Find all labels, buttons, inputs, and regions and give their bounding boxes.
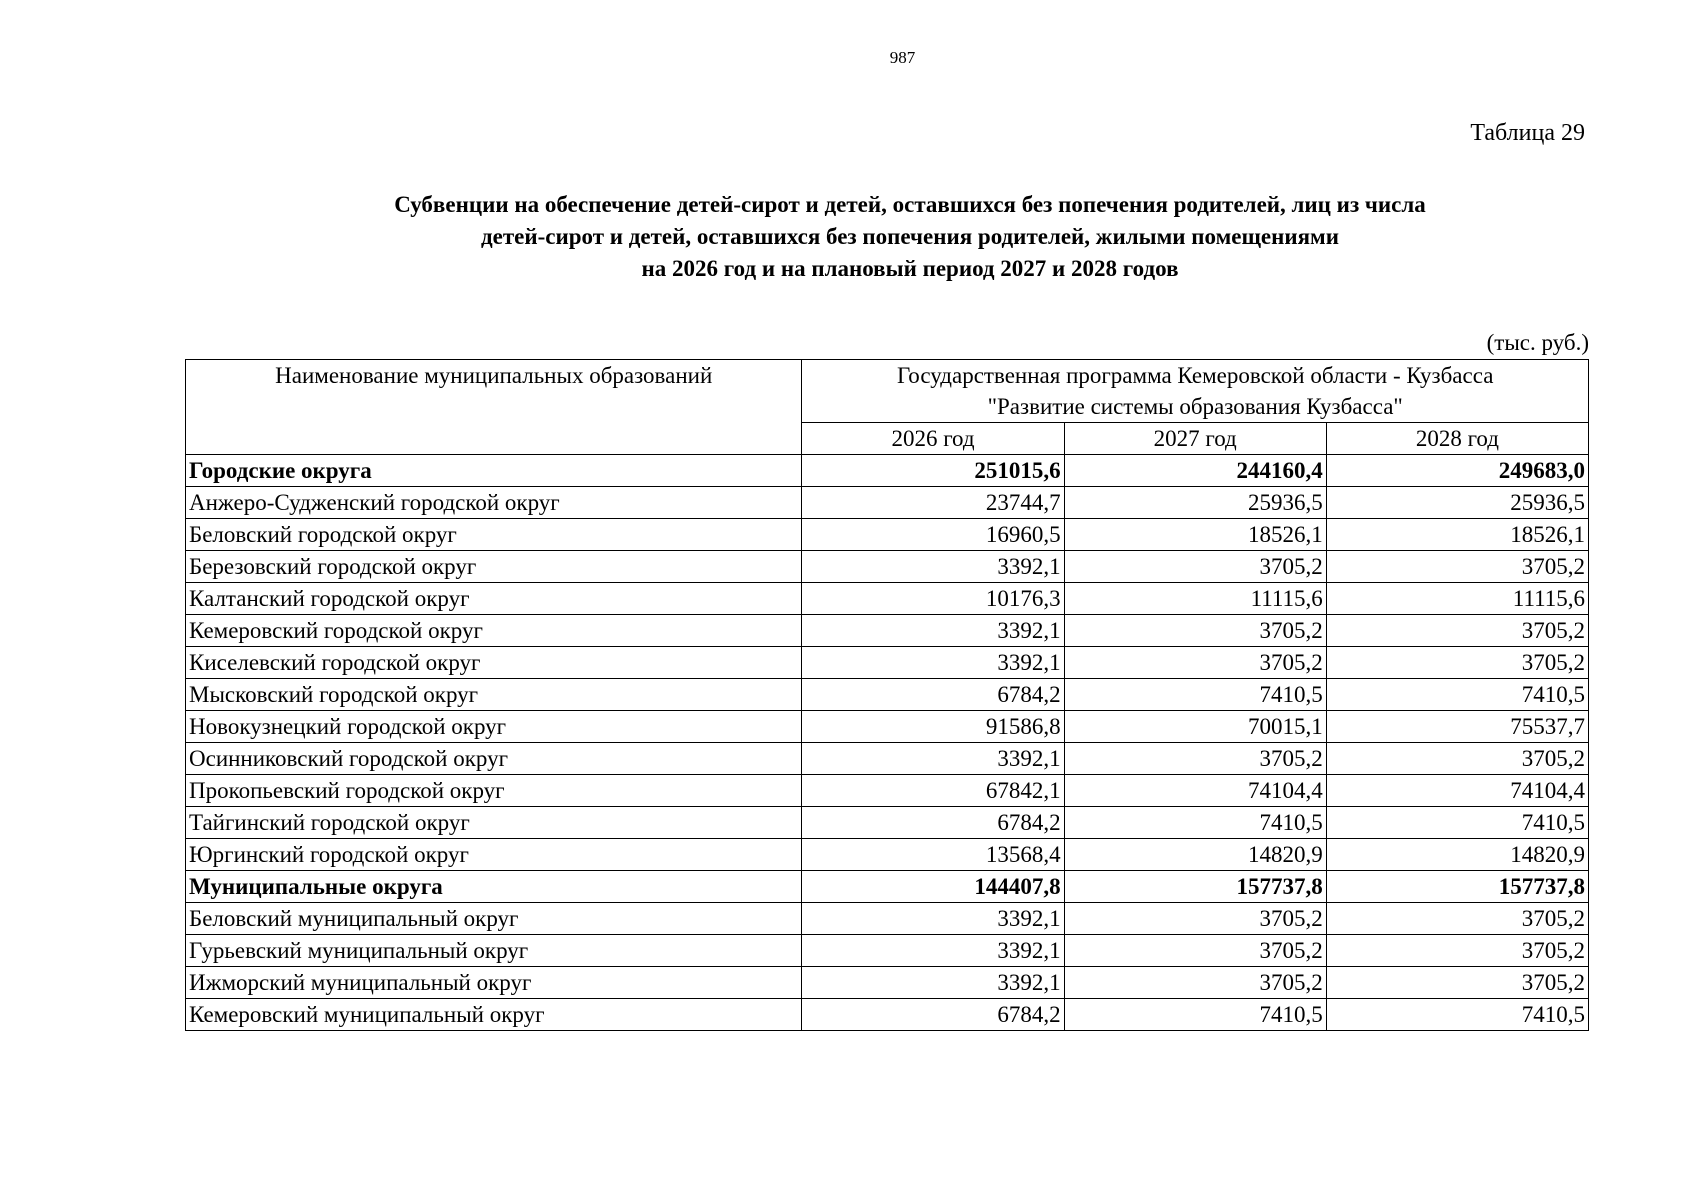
row-name-cell: Тайгинский городской округ <box>186 807 802 839</box>
row-name-cell: Анжеро-Судженский городской округ <box>186 487 802 519</box>
row-value-2026: 251015,6 <box>802 455 1064 487</box>
table-group-row <box>186 455 1589 487</box>
row-value-2027: 18526,1 <box>1064 519 1326 551</box>
row-name-cell: Березовский городской округ <box>186 551 802 583</box>
row-name-cell: Калтанский городской округ <box>186 583 802 615</box>
row-value-2027: 74104,4 <box>1064 775 1326 807</box>
row-value-2026: 16960,5 <box>802 519 1064 551</box>
table-body <box>186 455 1589 1031</box>
row-value-2028: 157737,8 <box>1326 871 1588 903</box>
table-row <box>186 615 1589 647</box>
row-name-cell: Новокузнецкий городской округ <box>186 711 802 743</box>
program-line: Государственная программа Кемеровской области - Кузбасса <box>897 363 1494 388</box>
header-year-2027: 2027 год <box>1064 423 1326 455</box>
row-value-2026: 6784,2 <box>802 807 1064 839</box>
table-row <box>186 743 1589 775</box>
row-value-2026: 6784,2 <box>802 999 1064 1031</box>
row-value-2026: 3392,1 <box>802 903 1064 935</box>
row-value-2027: 3705,2 <box>1064 615 1326 647</box>
row-value-2026: 3392,1 <box>802 967 1064 999</box>
row-value-2027: 3705,2 <box>1064 903 1326 935</box>
header-program <box>802 360 1589 423</box>
row-name-cell: Мысковский городской округ <box>186 679 802 711</box>
row-value-2026: 144407,8 <box>802 871 1064 903</box>
row-value-2028: 7410,5 <box>1326 807 1588 839</box>
subvention-table <box>185 359 1589 1031</box>
row-value-2028: 7410,5 <box>1326 679 1588 711</box>
row-value-2026: 13568,4 <box>802 839 1064 871</box>
row-value-2027: 7410,5 <box>1064 679 1326 711</box>
row-value-2028: 3705,2 <box>1326 743 1588 775</box>
row-value-2026: 3392,1 <box>802 647 1064 679</box>
row-value-2027: 3705,2 <box>1064 967 1326 999</box>
row-name-cell: Ижморский муниципальный округ <box>186 967 802 999</box>
row-value-2028: 11115,6 <box>1326 583 1588 615</box>
row-value-2027: 7410,5 <box>1064 999 1326 1031</box>
document-title <box>180 189 1640 285</box>
table-header-row <box>186 360 1589 423</box>
row-value-2028: 249683,0 <box>1326 455 1588 487</box>
header-year-2028: 2028 год <box>1326 423 1588 455</box>
row-name-cell: Беловский городской округ <box>186 519 802 551</box>
row-value-2026: 10176,3 <box>802 583 1064 615</box>
row-value-2028: 75537,7 <box>1326 711 1588 743</box>
table-row <box>186 967 1589 999</box>
header-year-2026: 2026 год <box>802 423 1064 455</box>
table-row <box>186 935 1589 967</box>
table-row <box>186 583 1589 615</box>
row-value-2027: 14820,9 <box>1064 839 1326 871</box>
row-name-cell: Кемеровский городской округ <box>186 615 802 647</box>
row-value-2027: 244160,4 <box>1064 455 1326 487</box>
row-value-2028: 14820,9 <box>1326 839 1588 871</box>
row-value-2026: 67842,1 <box>802 775 1064 807</box>
row-value-2026: 3392,1 <box>802 935 1064 967</box>
row-name-cell: Беловский муниципальный округ <box>186 903 802 935</box>
row-name-cell: Кемеровский муниципальный округ <box>186 999 802 1031</box>
table-row <box>186 519 1589 551</box>
row-value-2026: 3392,1 <box>802 615 1064 647</box>
row-name-cell: Гурьевский муниципальный округ <box>186 935 802 967</box>
row-value-2027: 11115,6 <box>1064 583 1326 615</box>
table-row <box>186 807 1589 839</box>
row-name-cell: Муниципальные округа <box>186 871 802 903</box>
row-value-2028: 3705,2 <box>1326 935 1588 967</box>
program-line: "Развитие системы образования Кузбасса" <box>987 394 1403 419</box>
row-value-2028: 3705,2 <box>1326 967 1588 999</box>
header-municipality: Наименование муниципальных образований <box>186 360 802 455</box>
table-row <box>186 647 1589 679</box>
row-value-2028: 7410,5 <box>1326 999 1588 1031</box>
row-value-2028: 74104,4 <box>1326 775 1588 807</box>
row-value-2028: 3705,2 <box>1326 647 1588 679</box>
row-value-2026: 91586,8 <box>802 711 1064 743</box>
table-row <box>186 775 1589 807</box>
row-name-cell: Осинниковский городской округ <box>186 743 802 775</box>
table-group-row <box>186 871 1589 903</box>
row-value-2026: 6784,2 <box>802 679 1064 711</box>
row-value-2027: 25936,5 <box>1064 487 1326 519</box>
row-value-2027: 3705,2 <box>1064 551 1326 583</box>
title-line: детей-сирот и детей, оставшихся без попечения родителей, жилыми помещениями <box>481 224 1339 249</box>
page-number: 987 <box>889 48 916 67</box>
row-value-2028: 3705,2 <box>1326 903 1588 935</box>
table-row <box>186 999 1589 1031</box>
title-line: на 2026 год и на плановый период 2027 и 2028 годов <box>641 256 1179 281</box>
row-name-cell: Киселевский городской округ <box>186 647 802 679</box>
row-value-2028: 3705,2 <box>1326 551 1588 583</box>
row-value-2026: 3392,1 <box>802 743 1064 775</box>
row-value-2026: 3392,1 <box>802 551 1064 583</box>
row-value-2026: 23744,7 <box>802 487 1064 519</box>
row-value-2028: 25936,5 <box>1326 487 1588 519</box>
units-label: (тыс. руб.) <box>1486 330 1589 355</box>
row-name-cell: Юргинский городской округ <box>186 839 802 871</box>
row-value-2027: 3705,2 <box>1064 935 1326 967</box>
row-value-2028: 18526,1 <box>1326 519 1588 551</box>
row-value-2027: 70015,1 <box>1064 711 1326 743</box>
row-name-cell: Прокопьевский городской округ <box>186 775 802 807</box>
row-name-cell: Городские округа <box>186 455 802 487</box>
row-value-2027: 157737,8 <box>1064 871 1326 903</box>
table-reference: Таблица 29 <box>1470 120 1585 146</box>
table-row <box>186 679 1589 711</box>
table-row <box>186 903 1589 935</box>
table-row <box>186 711 1589 743</box>
table-row <box>186 551 1589 583</box>
table-row <box>186 487 1589 519</box>
row-value-2027: 3705,2 <box>1064 647 1326 679</box>
title-line: Субвенции на обеспечение детей-сирот и детей, оставшихся без попечения родителей, лиц из числа <box>394 192 1426 217</box>
row-value-2028: 3705,2 <box>1326 615 1588 647</box>
table-row <box>186 839 1589 871</box>
row-value-2027: 3705,2 <box>1064 743 1326 775</box>
row-value-2027: 7410,5 <box>1064 807 1326 839</box>
